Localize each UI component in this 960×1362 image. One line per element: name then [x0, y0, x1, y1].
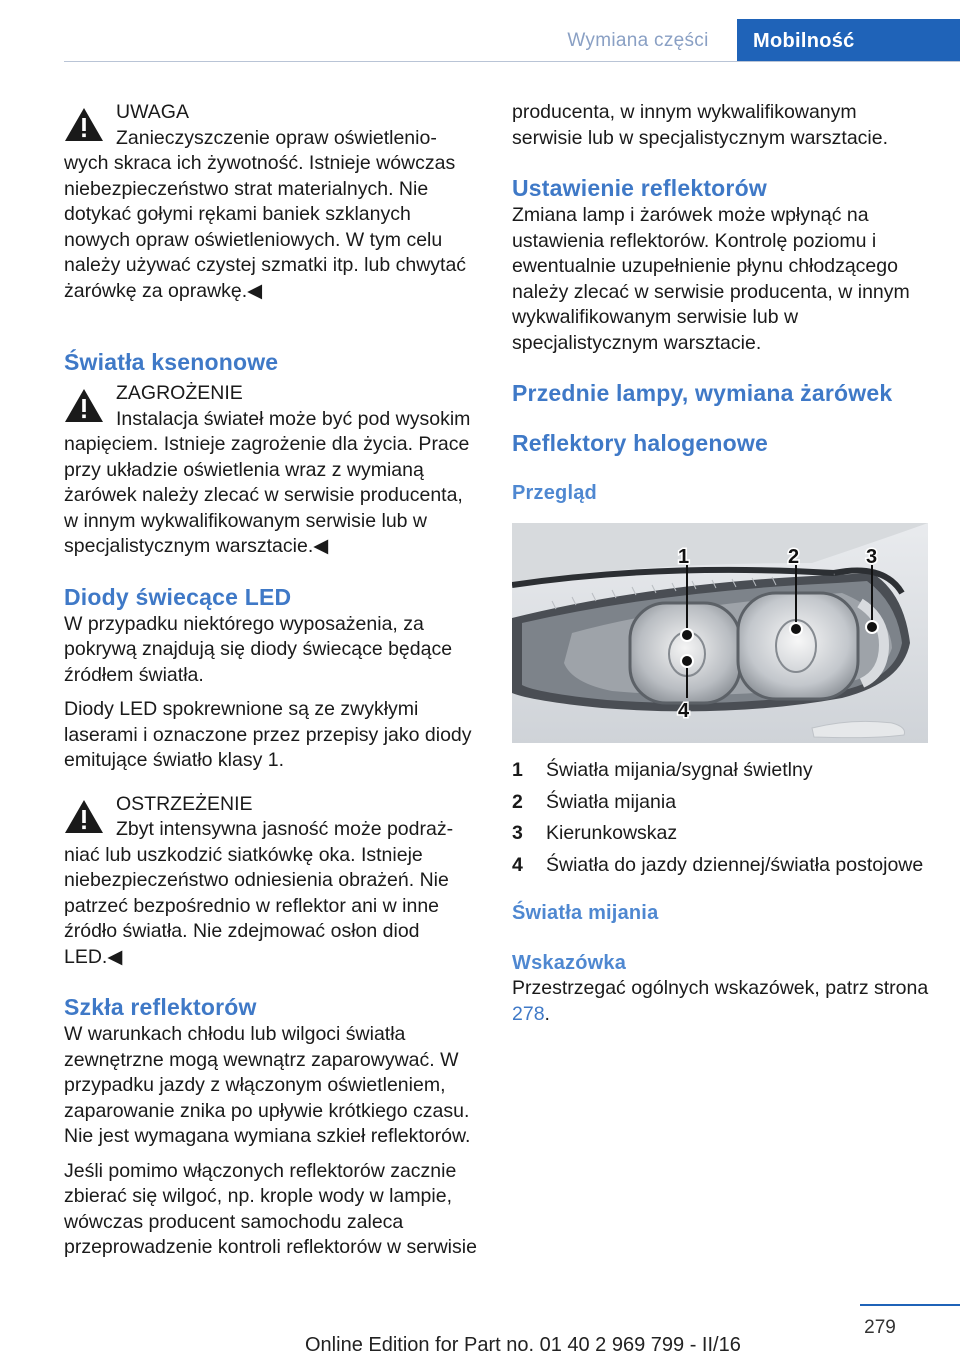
warning-line1: Zbyt intensywna jasność może podraż- [116, 818, 454, 840]
subheading-low-beam: Światła mijania [512, 902, 659, 924]
legend-text: Kierunkowskaz [546, 822, 678, 844]
warning-title: OSTRZEŻENIE [116, 792, 253, 815]
section-heading-led: Diody świecące LED [64, 583, 292, 610]
warning-title: ZAGROŻENIE [116, 382, 243, 404]
warning-box-warning [64, 792, 479, 971]
figure-label-4: 4 [678, 700, 690, 722]
legend-text: Światła mijania [546, 790, 677, 813]
section-heading-adjust: Ustawienie reflektorów [512, 175, 767, 201]
legend-text: Światła mijania/sygnał świetlny [546, 759, 813, 781]
section-heading-front-lamps: Przednie lampy, wymiana żarówek [512, 380, 893, 406]
subheading-note: Wskazówka [512, 952, 627, 974]
warning-text: niać lub uszkodzić siatkówkę oka. Istnieje niebezpieczeństwo odniesienia obrażeń. Nie patrzeć bezpośrednio w reflektor ani w inne źródło światła. Nie zdejmować osłon diod LED.◀ [64, 843, 449, 968]
warning-triangle-icon [64, 107, 104, 142]
header-section-title: Wymiana części [567, 30, 709, 51]
note-paragraph [512, 976, 930, 1027]
headlight-illustration [512, 523, 928, 743]
figure-label-1: 1 [678, 546, 690, 568]
warning-box-caution [64, 100, 479, 304]
legend-number: 4 [512, 853, 523, 876]
footer-divider [860, 1304, 960, 1306]
figure-label-3: 3 [866, 546, 878, 568]
edition-footer: Online Edition for Part no. 01 40 2 969 799 - II/16 [305, 1334, 741, 1356]
warning-box-danger [64, 381, 479, 560]
note-end: . [544, 1002, 550, 1025]
section-heading-halogen: Reflektory halogenowe [512, 430, 768, 456]
glass-paragraph-1: W warunkach chłodu lub wilgoci światła zewnętrzne mogą wewnątrz zaparowywać. W przypadku jazdy z włączonym oświetleniem, zaparowanie znika po upływie krótkiego czasu. Nie jest wymagana wymiana szkieł reflektorów. [64, 1023, 471, 1147]
figure-label-2: 2 [788, 546, 800, 568]
legend-number: 3 [512, 822, 523, 844]
header-chapter-tab[interactable]: Mobilność [737, 19, 960, 61]
legend-item [512, 790, 930, 816]
warning-text: wych skraca ich żywotność. Istnieje wówczas niebezpieczeństwo strat materialnych. Nie dotykać gołymi rękami baniek szklanych nowych opraw oświetleniowych. W tym celu należy używać czystej szmatki itp. lub chwytać żarówkę za oprawkę.◀ [64, 152, 467, 302]
page-reference-link[interactable]: 278 [512, 1002, 545, 1025]
header-divider [64, 61, 960, 62]
legend-item [512, 758, 930, 784]
adjust-paragraph: Zmiana lamp i żarówek może wpłynąć na ustawienia reflektorów. Kontrolę poziomu i ewentualnie uzupełnienie płynu chłodzącego należy zlecać w serwisie producenta, w innym wykwalifikowanym serwisie lub w specjalistycznym warsztacie. [512, 204, 910, 354]
legend-item [512, 853, 930, 879]
warning-line1: Instalacja świateł może być pod wysokim [116, 407, 471, 430]
warning-title: UWAGA [116, 101, 189, 123]
section-heading-glass: Szkła reflektorów [64, 994, 257, 1020]
legend-number: 2 [512, 790, 523, 813]
led-paragraph-2: Diody LED spokrewnione są ze zwykłymi laserami i oznaczone przez przepisy jako diody emitujące światło klasy 1. [64, 698, 472, 771]
continued-paragraph: producenta, w innym wykwalifikowanym serwisie lub w specjalistycznym warsztacie. [512, 101, 889, 149]
warning-text: napięciem. Istnieje zagrożenie dla życia. Prace przy układzie oświetlenia wraz z wymianą żarówek należy zlecać w serwisie producenta, w innym wykwalifikowanym serwisie lub w specjalistycznym warsztacie.◀ [64, 433, 470, 557]
warning-triangle-icon [64, 799, 104, 834]
legend-text: Światła do jazdy dziennej/światła postojowe [546, 853, 924, 876]
subheading-overview: Przegląd [512, 482, 597, 504]
led-paragraph-1: W przypadku niektórego wyposażenia, za pokrywą znajdują się diody świecące będące źródłem światła. [64, 612, 453, 686]
section-heading-xenon: Światła ksenonowe [64, 349, 279, 375]
left-column [64, 100, 479, 1261]
warning-line1: Zanieczyszczenie opraw oświetlenio- [116, 126, 437, 149]
right-column [512, 100, 930, 1027]
figure-legend [512, 758, 930, 878]
glass-paragraph-2: Jeśli pomimo włączonych reflektorów zacznie zbierać się wilgoć, np. krople wody w lampie, wówczas producent samochodu zaleca przeprowadzenie kontroli reflektorów w serwisie [64, 1159, 477, 1258]
page-number: 279 [864, 1317, 896, 1338]
legend-number: 1 [512, 759, 523, 781]
warning-triangle-icon [64, 388, 104, 423]
legend-item [512, 821, 930, 847]
headlight-figure [512, 523, 928, 743]
note-text: Przestrzegać ogólnych wskazówek, patrz strona [512, 977, 929, 999]
